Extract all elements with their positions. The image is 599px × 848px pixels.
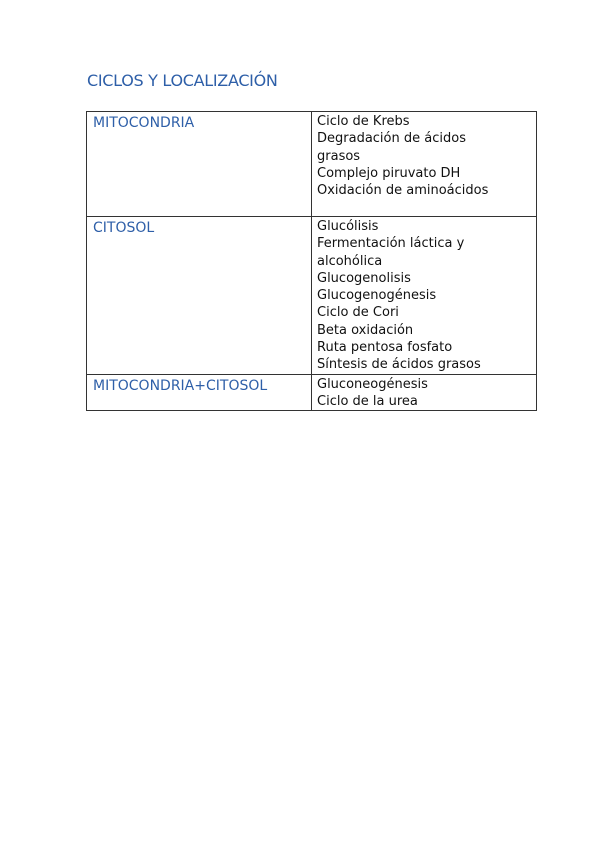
process-item: grasos (317, 148, 361, 164)
page-title: CICLOS Y LOCALIZACIÓN (87, 71, 278, 90)
process-item: Síntesis de ácidos grasos (317, 357, 481, 373)
process-item: alcohólica (317, 253, 383, 269)
process-item: Fermentación láctica y (317, 236, 465, 252)
process-item: Ciclo de la urea (317, 393, 418, 409)
process-item: Ciclo de Krebs (317, 114, 410, 129)
processes-cell (312, 112, 537, 217)
table-row (87, 374, 537, 411)
process-item: Ciclo de Cori (317, 305, 399, 321)
process-item: Gluconeogénesis (317, 376, 428, 392)
process-item: Ruta pentosa fosfato (317, 340, 453, 356)
process-item: Complejo piruvato DH (317, 165, 461, 181)
processes-cell (312, 374, 537, 411)
process-item: Glucólisis (317, 219, 379, 234)
process-item: Beta oxidación (317, 322, 414, 338)
process-item: Degradación de ácidos (317, 131, 466, 147)
process-item: Glucogenogénesis (317, 288, 437, 304)
location-cell: CITOSOL (87, 217, 312, 375)
table-row (87, 217, 537, 375)
cycles-location-table (86, 111, 537, 411)
location-cell: MITOCONDRIA (87, 112, 312, 217)
processes-cell (312, 217, 537, 375)
process-item: Oxidación de aminoácidos (317, 183, 489, 199)
table-row (87, 112, 537, 217)
location-cell: MITOCONDRIA+CITOSOL (87, 374, 312, 411)
process-item: Glucogenolisis (317, 270, 411, 286)
